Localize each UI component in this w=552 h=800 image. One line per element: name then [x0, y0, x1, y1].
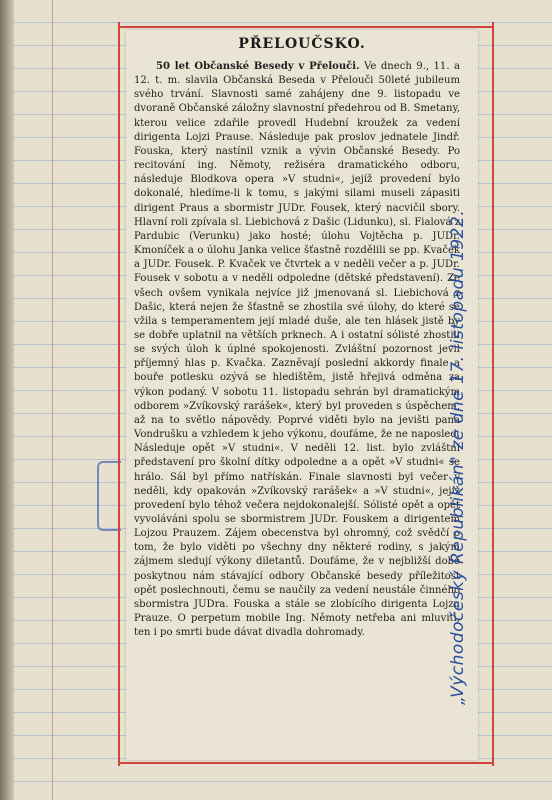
page-edge-shadow: [0, 0, 14, 800]
article-headline: 50 let Občanské Besedy v Přelouči.: [156, 61, 360, 72]
section-title: PŘELOUČSKO.: [238, 36, 366, 52]
page-margin-line: [52, 0, 53, 800]
article-text: [134, 60, 460, 640]
handwritten-source-note: „Východočeský Republikán" ze dne 17. listopadu 1922.: [448, 209, 468, 705]
article-body: Ve dnech 9., 11. a 12. t. m. slavila Občanská Beseda v Přelouči 50leté jubileum svého trvání. Slavnosti samé zahájeny dne 9. listopadu ve dvoraně Občanské záložny slavnostní předehrou od B. Smetany, kterou velice zdařile provedl Hudební kroužek za vedení dirigenta Lojzi Prause. Následuje pak proslov jednatele Jindř. Fouska, který nastínil vznik a vývin Občanské Besedy. Po recitování ing. Němoty, režiséra dramatického odboru, následuje Blodkova opera »V studni«, jejíž provedení bylo dokonalé, hledíme-li k tomu, s jakými silami museli zápasiti dirigent Praus a sbormistr JUDr. Fousek, který nacvičil sbory. Hlavní roli zpívala sl. Liebichová z Dašic (Lidunku), sl. Fialová z Pardubic (Verunku) jako hosté; úlohu Vojtěcha p. JUDr. Kmoníček a o úlohu Janka velice šťastně rozdělili se pp. Kvaček a JUDr. Fousek. P. Kvaček ve čtvrtek a v neděli večer a p. JUDr. Fousek v sobotu a v neděli odpoledne (dětské představení). Ze všech ovšem vynikala nejvíce již jmenovaná sl. Liebichová z Dašic, která nejen že šťastně se zhostila své úlohy, do které se vžila s temperamentem její mladé duše, ale ten hlásek jistě by se dobře uplatnil na větších prknech. A i ostatní sólisté zhostili se svých úloh k úplné spokojenosti. Zvláštní pozornost jevil příjemný hlas p. Kvačka. Zazněvají poslední akkordy finale a bouře potlesku ozývá se hledištěm, jistě hřejivá odměna za výkon podaný. V sobotu 11. listopadu sehrán byl dramatickým odborem »Zvíkovský rarášek«, který byl proveden s úspěchem, až na to světlo nápovědy. Poprvé viděti bylo na jevišti pana Vondrušku a vzhledem k jeho výkonu, doufáme, že ne naposled. Následuje opět »V studni«. V neděli 12. list. bylo zvláštní představení pro školní dítky odpoledne a a opět »V studni« se hrálo. Sál byl přímo natřískán. Finale slavnosti byl večer v neděli, kdy opakován »Zvíkovský rarášek« a »V studni«, jejíž provedení bylo téhož večera nejdokonalejší. Sólisté opět a opět vyvoláváni spolu se sbormistrem JUDr. Fouskem a dirigentem Lojzou Prauzem. Zájem obecenstva byl ohromný, což svědčí o tom, že bylo viděti po všechny dny některé rodiny, s jakým zájmem sledují výkony diletantů. Doufáme, že v nejbližší době poskytnou nám stávající odbory Občanské besedy příležitost opět poslechnouti, čemu se naučily za vedení neustále činného sbormistra JUDra. Fouska a stále se zlobícího dirigenta Lojzu Prauze. O perpetum mobile Ing. Němoty netřeba ani mluviti, ten i po smrti bude dávat divadla dohromady.: [134, 61, 460, 639]
red-frame-bottom-line: [118, 762, 494, 764]
newspaper-clipping: [126, 30, 478, 760]
red-frame-top-line: [118, 26, 494, 28]
